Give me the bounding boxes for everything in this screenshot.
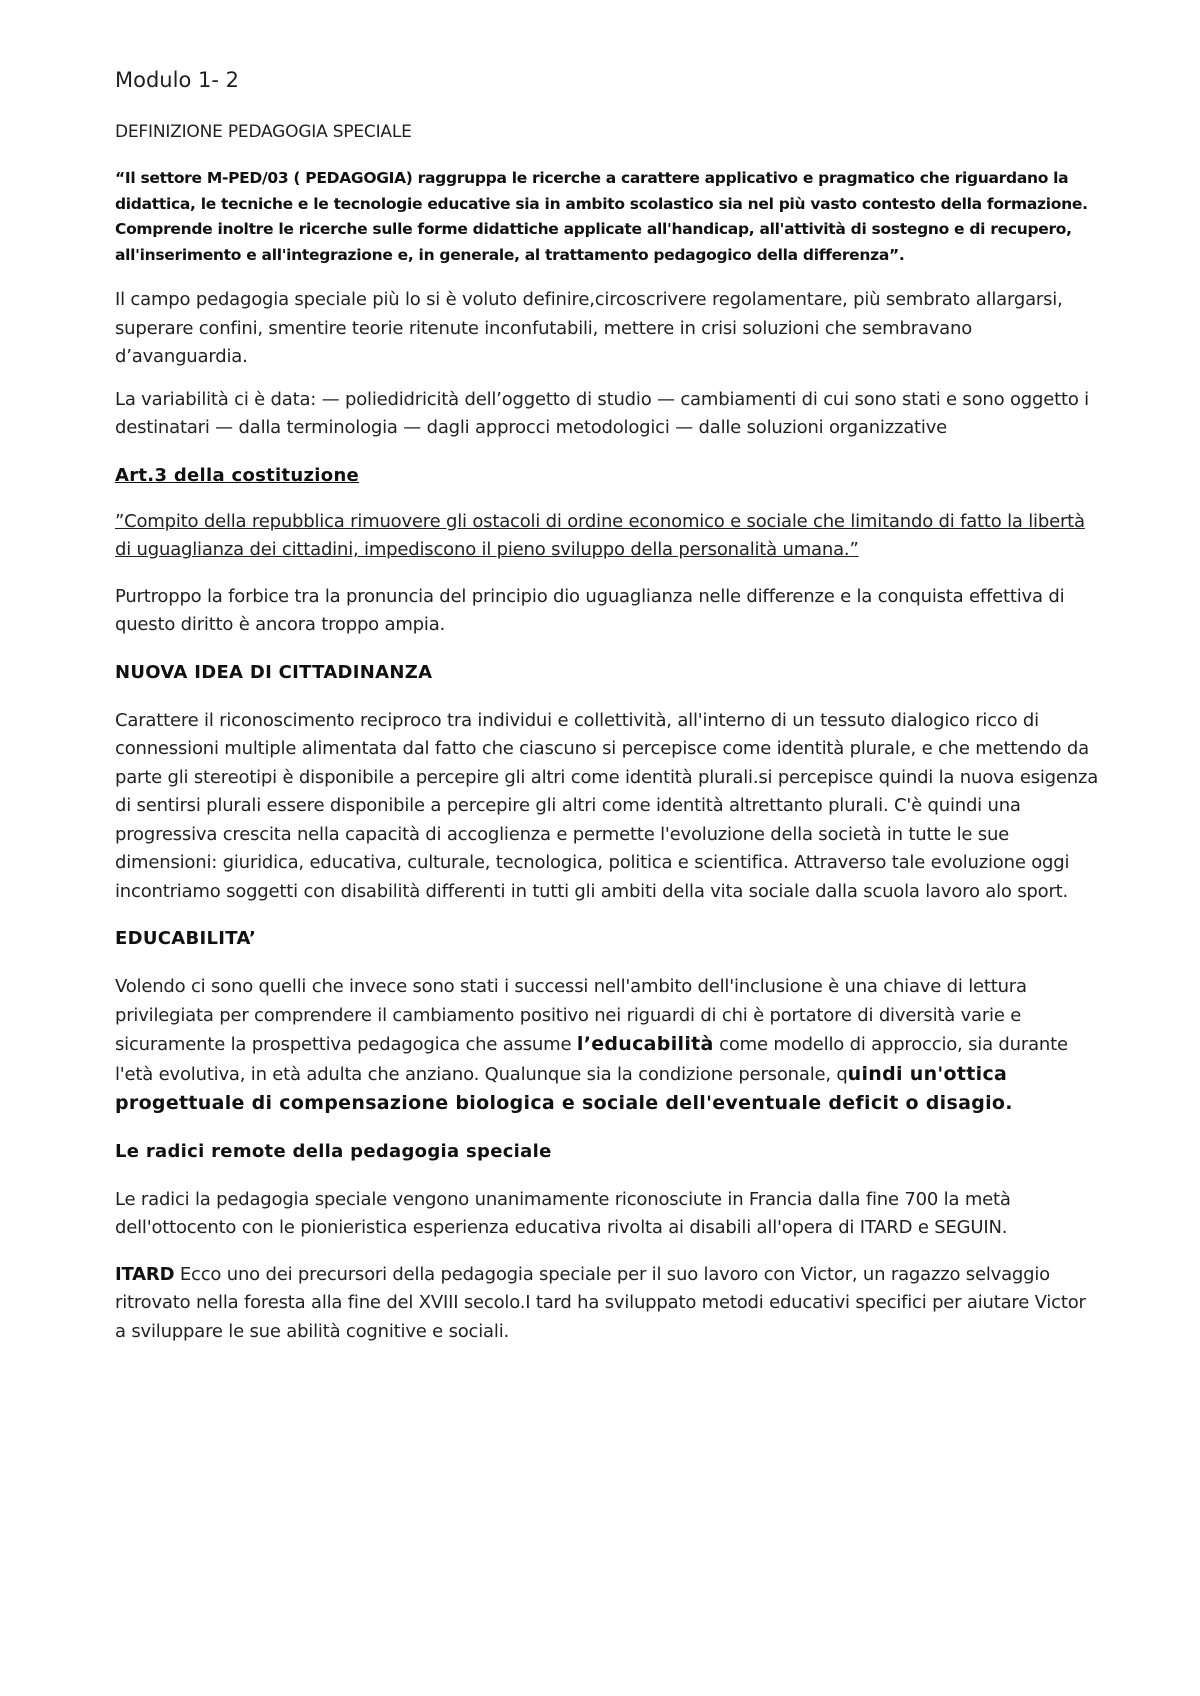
educabilita-text-b: come modello di approccio, sia durante l'età evolutiva, in età adulta che anziano. Qualunque sia la condizione personale, q [115,1034,1068,1085]
paragraph-variabilita: La variabilità ci è data: — poliedidricità dell’oggetto di studio — cambiamenti di cui sono stati e sono oggetto i destinatari — dalla terminologia — dagli approcci metodologici — dalle soluzioni organizzative [115,388,1089,438]
section-title-art3: Art.3 della costituzione [115,464,360,486]
educabilita-text-a: Volendo ci sono quelli che invece sono stati i successi nell'ambito dell'inclusione è una chiave di lettura privilegiata per comprendere il cambiamento positivo nei riguardi di chi è portatore di diversità varie e sicuramente la prospettiva pedagogica che assume [115,976,1027,1055]
itard-paragraph [115,1261,1100,1347]
educabilita-bold-b: uindi un'ottica progettuale di compensazione biologica e sociale dell'eventuale deficit o disagio. [115,1062,1013,1114]
paragraph-campo: Il campo pedagogia speciale più lo si è voluto definire,circoscrivere regolamentare, più sembrato allargarsi, superare confini, smentire teorie ritenute inconfutabili, mettere in crisi soluzioni che sembravano d’avanguardia. [115,289,1063,367]
educabilita-bold-a: l’educabilità [576,1033,714,1055]
section-title-cittadinanza: NUOVA IDEA DI CITTADINANZA [115,661,433,683]
itard-text: Ecco uno dei precursori della pedagogia speciale per il suo lavoro con Victor, un ragazzo selvaggio ritrovato nella foresta alla fine del XVIII secolo.I tard ha sviluppato metodi educativi specifici per aiutare Victor a sviluppare le sue abilità cognitive e sociali. [115,1263,1086,1342]
cittadinanza-text: Carattere il riconoscimento reciproco tra individui e collettività, all'interno di un tessuto dialogico ricco di connessioni multiple alimentata dal fatto che ciascuno si percepisce come identità plurale, e che mettendo da parte gli stereotipi è disponibile a percepire gli altri come identità plurali.si percepisce quindi la nuova esigenza di sentirsi plurali essere disponibile a percepire gli altri come identità altrettanto plurali. C'è quindi una progressiva crescita nella capacità di accoglienza e permette l'evoluzione della società in tutte le sue dimensioni: giuridica, educativa, culturale, tecnologica, politica e scientifica. Attraverso tale evoluzione oggi incontriamo soggetti con disabilità differenti in tutti gli ambiti della vita sociale dalla scuola lavoro alo sport. [115,709,1099,902]
module-title: Modulo 1- 2 [115,68,239,92]
educabilita-text [115,973,1100,1119]
art3-text: Purtroppo la forbice tra la pronuncia del principio dio uguaglianza nelle differenze e la conquista effettiva di questo diritto è ancora troppo ampia. [115,585,1065,635]
radici-text: Le radici la pedagogia speciale vengono unanimamente riconosciute in Francia dalla fine 700 la metà dell'ottocento con le pionieristica esperienza educativa rivolta ai disabili all'opera di ITARD e SEGUIN. [115,1188,1011,1238]
section-title-radici: Le radici remote della pedagogia speciale [115,1140,552,1162]
definition-title: DEFINIZIONE PEDAGOGIA SPECIALE [115,122,412,142]
section-title-educabilita: EDUCABILITA’ [115,928,257,949]
art3-quote: ”Compito della repubblica rimuovere gli ostacoli di ordine economico e sociale che limitando di fatto la libertà di uguaglianza dei cittadini, impediscono il pieno sviluppo della personalità umana.” [115,510,1085,560]
itard-name: ITARD [115,1263,175,1285]
definition-quote: “Il settore M-PED/03 ( PEDAGOGIA) raggruppa le ricerche a carattere applicativo e pragmatico che riguardano la didattica, le tecniche e le tecnologie educative sia in ambito scolastico sia nel più vasto contesto della formazione. Comprende inoltre le ricerche sulle forme didattiche applicate all'handicap, all'attività di sostegno e di recupero, all'inserimento e all'integrazione e, in generale, al trattamento pedagogico della differenza”. [115,169,1088,264]
